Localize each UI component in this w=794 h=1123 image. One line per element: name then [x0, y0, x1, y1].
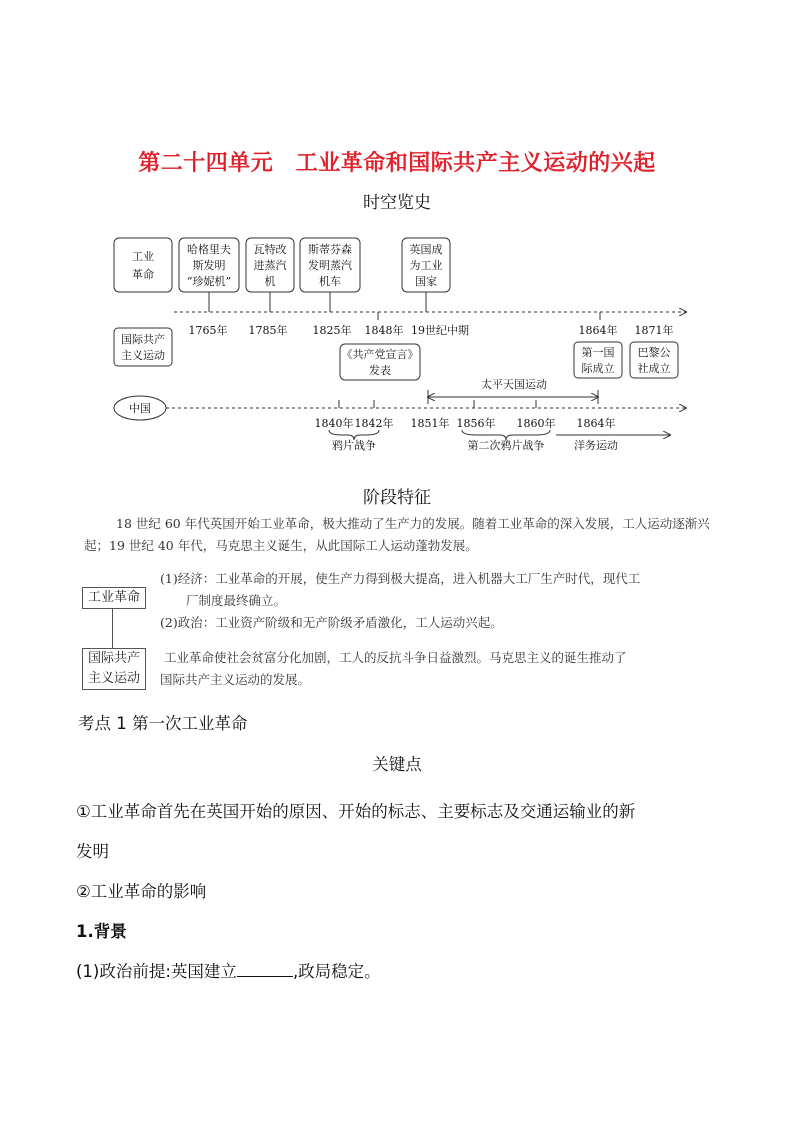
svg-text:进蒸汽: 进蒸汽	[253, 259, 287, 272]
stage-heading: 阶段特征	[363, 488, 431, 508]
svg-text:“珍妮机”: “珍妮机”	[186, 275, 232, 288]
svg-text:机: 机	[264, 275, 276, 288]
svg-text:英国成: 英国成	[409, 243, 443, 256]
svg-text:工业: 工业	[132, 250, 154, 263]
year-1860: 1860年	[516, 417, 556, 430]
event-westernization: 洋务运动	[574, 439, 618, 452]
svg-text:第一国: 第一国	[581, 346, 615, 359]
event-watt	[246, 238, 294, 292]
event-britain-industrial	[402, 238, 450, 292]
year-1765: 1765年	[188, 324, 228, 337]
svg-text:《共产党宣言》: 《共产党宣言》	[341, 348, 419, 361]
page-title: 第二十四单元 工业革命和国际共产主义运动的兴起	[138, 151, 656, 176]
row-label-china	[114, 396, 166, 420]
year-1851: 1851年	[410, 417, 450, 430]
svg-text:主义运动: 主义运动	[121, 349, 165, 362]
svg-text:哈格里夫: 哈格里夫	[187, 243, 231, 256]
key-points	[76, 792, 726, 912]
event-opium-war: 鸦片战争	[332, 439, 376, 452]
event-second-opium-war: 第二次鸦片战争	[467, 439, 545, 452]
year-1856: 1856年	[456, 417, 496, 430]
year-1825: 1825年	[312, 324, 352, 337]
svg-text:革命: 革命	[132, 268, 154, 281]
svg-text:为工业: 为工业	[409, 259, 443, 272]
svg-text:国际共产: 国际共产	[121, 333, 165, 346]
year-1848: 1848年	[364, 324, 404, 337]
box1-text: (1)经济：工业革命的开展，使生产力得到极大提高，进入机器大工厂生产时代，现代工 厂制度最终确立。 (2)政治：工业资产阶级和无产阶级矛盾激化，工人运动兴起。	[160, 571, 641, 630]
event-first-international	[574, 342, 622, 378]
background-heading: 1.背景	[76, 922, 127, 941]
key-point-2: ②工业革命的影响	[76, 882, 207, 901]
box-industrial-revolution: 工业革命	[82, 587, 146, 609]
fill-in-blank[interactable]	[237, 960, 293, 977]
row-label-communist	[114, 328, 172, 366]
box-communist-movement: 国际共产 主义运动	[82, 648, 146, 690]
key-points-heading: 关键点	[372, 755, 422, 774]
event-jenny	[179, 238, 239, 292]
box-connector	[112, 608, 113, 648]
svg-text:瓦特改: 瓦特改	[253, 243, 287, 256]
row-label-industrial	[114, 238, 172, 292]
svg-text:国家: 国家	[415, 275, 437, 288]
box2-text: 工业革命使社会贫富分化加剧，工人的反抗斗争日益激烈。马克思主义的诞生推动了 国际共产主义运动的发展。	[160, 650, 627, 687]
svg-text:机车: 机车	[319, 275, 341, 288]
svg-text:斯蒂芬森: 斯蒂芬森	[308, 243, 352, 256]
background-item-1: (1)政治前提:英国建立 ,政局稳定。	[76, 962, 381, 981]
svg-text:际成立: 际成立	[581, 362, 615, 375]
event-stephenson	[300, 238, 360, 292]
timeline-diagram	[108, 232, 698, 457]
year-1864-china: 1864年	[576, 417, 616, 430]
svg-text:巴黎公: 巴黎公	[637, 346, 671, 359]
year-1864: 1864年	[578, 324, 618, 337]
year-19c-mid: 19世纪中期	[411, 324, 469, 337]
event-paris-commune	[630, 342, 678, 378]
kaodian-title: 考点 1 第一次工业革命	[78, 714, 248, 733]
year-1871: 1871年	[634, 324, 674, 337]
svg-text:斯发明: 斯发明	[192, 259, 226, 272]
key-point-1-cont: 发明	[76, 842, 109, 861]
timeline-heading: 时空览史	[363, 193, 431, 213]
svg-text:社成立: 社成立	[637, 362, 671, 375]
svg-text:中国: 中国	[129, 402, 151, 415]
year-1785: 1785年	[248, 324, 288, 337]
taiping-label: 太平天国运动	[481, 378, 547, 391]
svg-text:发表: 发表	[369, 364, 391, 377]
year-1842: 1842年	[354, 417, 394, 430]
year-1840: 1840年	[314, 417, 354, 430]
stage-intro: 18 世纪 60 年代英国开始工业革命，极大推动了生产力的发展。随着工业革命的深入发展，工人运动逐渐兴起；19 世纪 40 年代，马克思主义诞生，从此国际工人运动蓬勃发展。	[84, 516, 710, 553]
key-point-1: ①工业革命首先在英国开始的原因、开始的标志、主要标志及交通运输业的新	[76, 802, 636, 821]
event-manifesto	[340, 344, 420, 380]
svg-text:发明蒸汽: 发明蒸汽	[308, 259, 352, 272]
